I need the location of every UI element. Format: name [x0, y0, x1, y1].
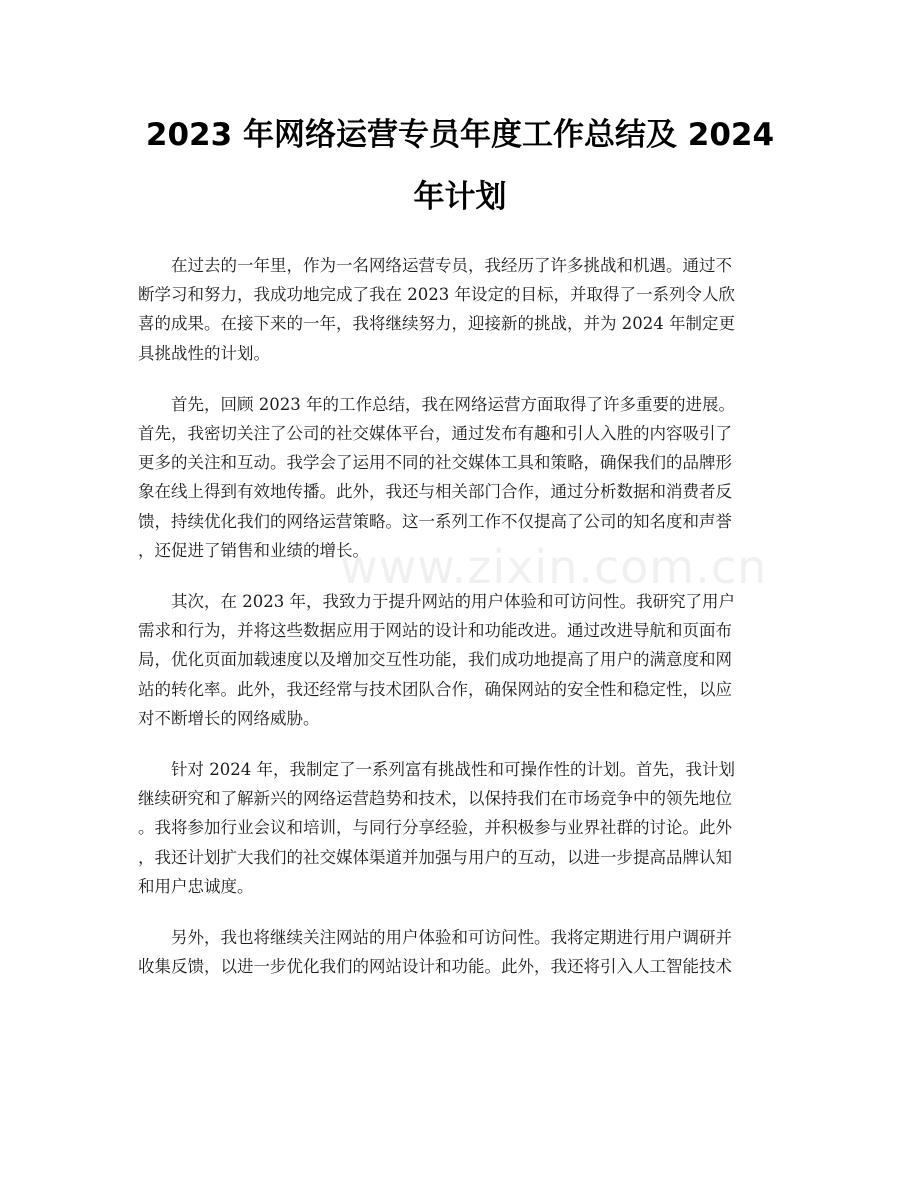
text-line: 馈，持续优化我们的网络运营策略。这一系列工作不仅提高了公司的知名度和声誉	[138, 511, 732, 531]
text-line: 断学习和努力，我成功地完成了我在 2023 年设定的目标，并取得了一系列令人欣	[138, 285, 735, 305]
title-line-2: 年计划	[413, 179, 507, 215]
text-line: ，我还计划扩大我们的社交媒体渠道并加强与用户的互动，以进一步提高品牌认知	[138, 847, 732, 867]
document-body	[138, 251, 796, 1003]
text-line: 和用户忠诚度。	[138, 876, 254, 896]
text-line: 另外，我也将继续关注网站的用户体验和可访问性。我将定期进行用户调研并	[171, 928, 732, 948]
text-line: 。我将参加行业会议和培训，与同行分享经验，并积极参与业界社群的讨论。此外	[138, 818, 732, 838]
paragraph-1	[138, 251, 796, 368]
text-line: 站的转化率。此外，我还经常与技术团队合作，确保网站的安全性和稳定性，以应	[138, 679, 732, 699]
text-line: 喜的成果。在接下来的一年，我将继续努力，迎接新的挑战，并为 2024 年制定更	[138, 314, 735, 334]
paragraph-5	[138, 923, 796, 981]
text-line: 针对 2024 年，我制定了一系列富有挑战性和可操作性的计划。首先，我计划	[171, 760, 735, 780]
text-line: 首先，回顾 2023 年的工作总结，我在网络运营方面取得了许多重要的进展。	[171, 394, 735, 414]
page-title	[120, 104, 800, 228]
text-line: 象在线上得到有效地传播。此外，我还与相关部门合作，通过分析数据和消费者反	[138, 482, 732, 502]
text-line: 首先，我密切关注了公司的社交媒体平台，通过发布有趣和引人入胜的内容吸引了	[138, 424, 732, 444]
text-line: 其次，在 2023 年，我致力于提升网站的用户体验和可访问性。我研究了用户	[171, 592, 735, 612]
title-line-1: 2023 年网络运营专员年度工作总结及 2024	[145, 117, 775, 153]
text-line: ，还促进了销售和业绩的增长。	[138, 540, 369, 560]
paragraph-2	[138, 390, 796, 565]
text-line: 继续研究和了解新兴的网络运营趋势和技术，以保持我们在市场竞争中的领先地位	[138, 789, 732, 809]
paragraph-4	[138, 755, 796, 901]
text-line: 收集反馈，以进一步优化我们的网站设计和功能。此外，我还将引入人工智能技术	[138, 957, 732, 977]
text-line: 更多的关注和互动。我学会了运用不同的社交媒体工具和策略，确保我们的品牌形	[138, 453, 732, 473]
text-line: 对不断增长的网络威胁。	[138, 708, 320, 728]
watermark-text: www.zixin.com.cn	[340, 540, 768, 594]
text-line: 需求和行为，并将这些数据应用于网站的设计和功能改进。通过改进导航和页面布	[138, 621, 732, 641]
text-line: 局，优化页面加载速度以及增加交互性功能，我们成功地提高了用户的满意度和网	[138, 650, 732, 670]
paragraph-3	[138, 587, 796, 733]
text-line: 具挑战性的计划。	[138, 343, 270, 363]
text-line: 在过去的一年里，作为一名网络运营专员，我经历了许多挑战和机遇。通过不	[171, 256, 732, 275]
